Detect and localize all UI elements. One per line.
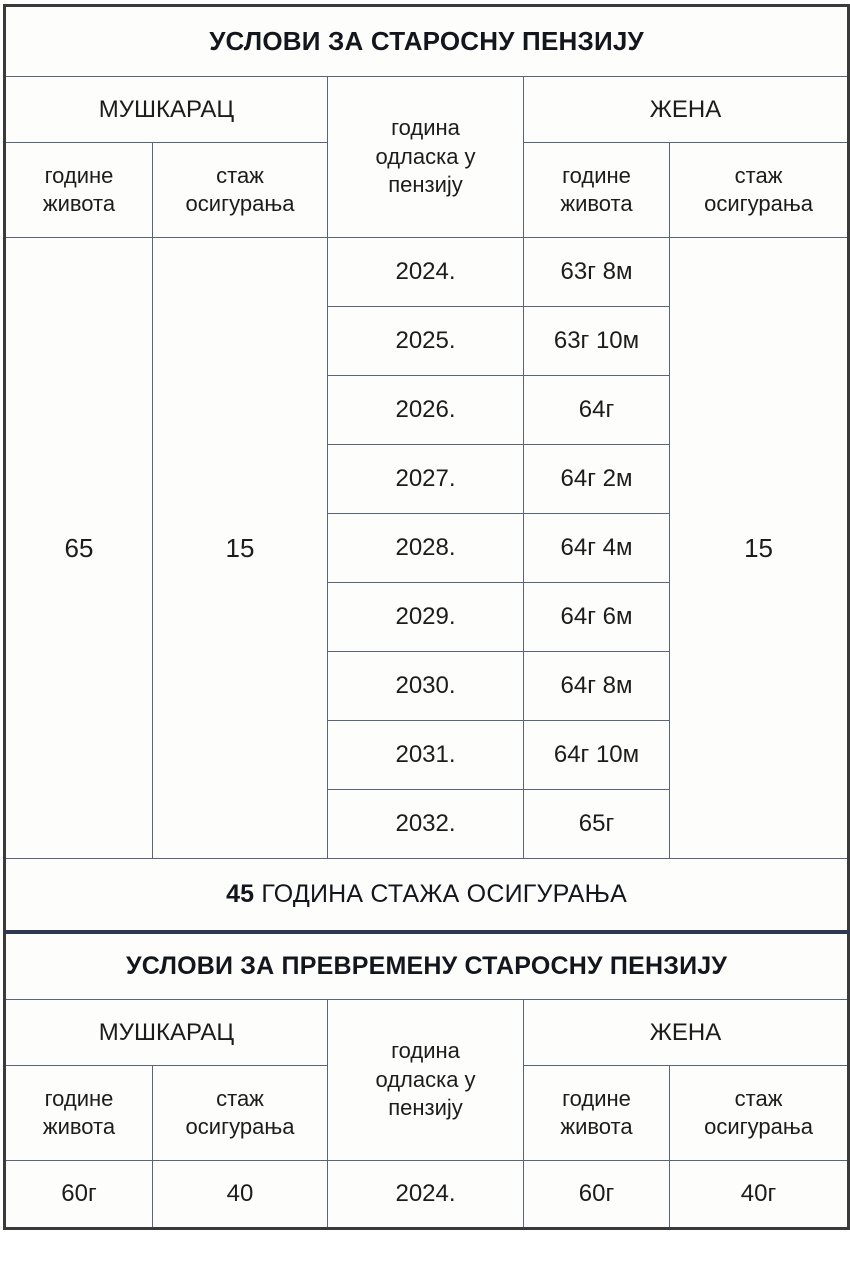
- early-female-age-header-line2: живота: [560, 1114, 633, 1139]
- early-female-service-header-line1: стаж: [734, 1085, 783, 1111]
- old-age-year-header-line1: година: [391, 115, 460, 141]
- old-age-female-age-header-line2: живота: [560, 191, 633, 216]
- pension-conditions-sheet: [0, 4, 850, 1264]
- old-age-year-cell: 2032.: [328, 790, 524, 859]
- old-age-title-row: [5, 6, 849, 77]
- old-age-male-service-value: 15: [153, 238, 328, 859]
- old-age-year-cell: 2030.: [328, 652, 524, 721]
- pension-conditions-table: [3, 4, 850, 1230]
- old-age-female-age-header-line1: године: [562, 162, 631, 188]
- old-age-male-age-header-line2: живота: [42, 191, 116, 216]
- early-year-cell: 2024.: [328, 1161, 524, 1229]
- old-age-female-age-cell: 63г 10м: [524, 307, 670, 376]
- old-age-female-age-cell: 64г 10м: [524, 721, 670, 790]
- early-male-service-cell: 40: [153, 1161, 328, 1229]
- early-title-row: [5, 932, 849, 1000]
- early-male-age-cell: 60г: [5, 1161, 153, 1229]
- early-male-age-header-line2: живота: [42, 1114, 116, 1139]
- early-male-age-header: [5, 1066, 153, 1161]
- early-female-service-header: [670, 1066, 849, 1161]
- old-age-group-header-row: [5, 77, 849, 143]
- old-age-female-age-cell: 64г 2м: [524, 445, 670, 514]
- old-age-female-service-header-line2: осигурања: [704, 191, 813, 216]
- old-age-year-cell: 2025.: [328, 307, 524, 376]
- old-age-year-cell: 2026.: [328, 376, 524, 445]
- old-age-male-age-header-line1: године: [44, 162, 114, 188]
- old-age-female-age-cell: 64г 4м: [524, 514, 670, 583]
- old-age-female-age-cell: 64г 6м: [524, 583, 670, 652]
- service-note-number: 45: [226, 879, 255, 908]
- old-age-female-service-header-line1: стаж: [734, 162, 783, 188]
- early-male-service-header-line2: осигурања: [185, 1114, 295, 1139]
- old-age-female-age-cell: 64г 8м: [524, 652, 670, 721]
- old-age-female-age-header: [524, 143, 670, 238]
- old-age-year-header-line2: одласка у: [375, 143, 476, 169]
- old-age-female-service-value: 15: [670, 238, 849, 859]
- old-age-year-cell: 2029.: [328, 583, 524, 652]
- old-age-year-cell: 2024.: [328, 238, 524, 307]
- old-age-female-age-cell: 65г: [524, 790, 670, 859]
- service-note-row: [5, 859, 849, 932]
- early-year-header-line3: пензију: [388, 1095, 463, 1121]
- early-female-age-header-line1: године: [562, 1085, 631, 1111]
- early-male-service-header: [153, 1066, 328, 1161]
- early-male-service-header-line1: стаж: [216, 1085, 264, 1111]
- early-male-age-header-line1: године: [44, 1085, 114, 1111]
- old-age-group-female: ЖЕНА: [524, 77, 849, 143]
- early-year-header-line2: одласка у: [375, 1066, 476, 1092]
- old-age-male-service-header-line1: стаж: [216, 162, 264, 188]
- old-age-male-service-header: [153, 143, 328, 238]
- old-age-male-age-header: [5, 143, 153, 238]
- early-year-header-line1: година: [391, 1038, 460, 1064]
- old-age-male-service-header-line2: осигурања: [185, 191, 295, 216]
- early-group-header-row: [5, 1000, 849, 1066]
- early-female-service-cell: 40г: [670, 1161, 849, 1229]
- early-group-female: ЖЕНА: [524, 1000, 849, 1066]
- old-age-year-cell: 2028.: [328, 514, 524, 583]
- early-female-age-header: [524, 1066, 670, 1161]
- old-age-female-age-cell: 64г: [524, 376, 670, 445]
- old-age-group-male: МУШКАРАЦ: [5, 77, 328, 143]
- old-age-female-service-header: [670, 143, 849, 238]
- early-retirement-title: УСЛОВИ ЗА ПРЕВРЕМЕНУ СТАРОСНУ ПЕНЗИЈУ: [5, 932, 849, 1000]
- early-group-male: МУШКАРАЦ: [5, 1000, 328, 1066]
- early-female-age-cell: 60г: [524, 1161, 670, 1229]
- service-note: [5, 859, 849, 932]
- table-row: [5, 238, 849, 307]
- old-age-title: УСЛОВИ ЗА СТАРОСНУ ПЕНЗИЈУ: [5, 6, 849, 77]
- old-age-year-column-header: [328, 77, 524, 238]
- service-note-text: ГОДИНА СТАЖА ОСИГУРАЊА: [254, 879, 627, 908]
- old-age-year-cell: 2027.: [328, 445, 524, 514]
- old-age-female-age-cell: 63г 8м: [524, 238, 670, 307]
- table-row: [5, 1161, 849, 1229]
- early-year-column-header: [328, 1000, 524, 1161]
- old-age-male-age-value: 65: [5, 238, 153, 859]
- early-female-service-header-line2: осигурања: [704, 1114, 813, 1139]
- old-age-year-cell: 2031.: [328, 721, 524, 790]
- old-age-year-header-line3: пензију: [388, 172, 463, 198]
